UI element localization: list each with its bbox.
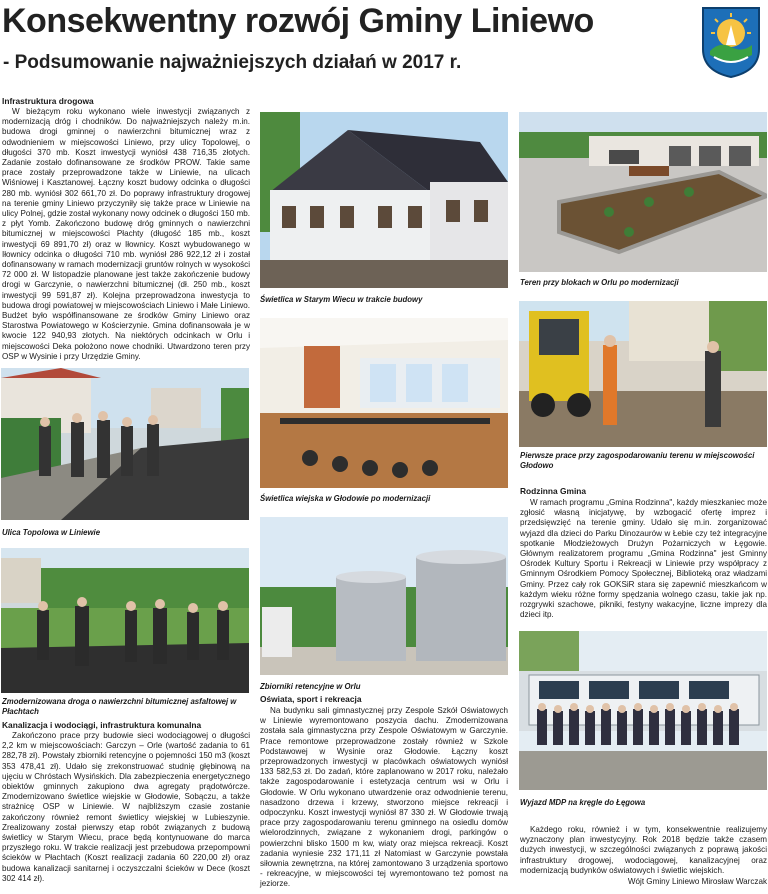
section-heading-water: Kanalizacja i wodociągi, infrastruktura komunalna	[2, 720, 202, 730]
gmina-liniewo-crest-icon	[700, 5, 762, 79]
signature: Wójt Gminy Liniewo Mirosław Warczak	[627, 877, 767, 886]
page-subtitle: - Podsumowanie najważniejszych działań w 2017 r.	[3, 52, 462, 73]
photo-glodowo-works	[519, 301, 767, 447]
closing-text-paragraph: Każdego roku, również i w tym, konsekwentnie realizujemy wyznaczony plan inwestycyjny. Rok 2018 będzie także czasem dużych inwestycji, w szczególności związanych z poprawą jakości infrastruktury drogowej, wodociągowej, kanalizacyjnej oraz modernizacją budynków oświatowych i świetlic wiejskich.	[520, 825, 767, 875]
section-heading-education: Oświata, sport i rekreacja	[260, 694, 362, 704]
section-text-family	[520, 498, 767, 620]
photo-plachty-caption: Zmodernizowana droga o nawierzchni bitumicznej asfaltowej w Płachtach	[2, 697, 237, 716]
photo-stary-wiec-community-hall	[260, 112, 508, 288]
section-text-roads-paragraph: W bieżącym roku wykonano wiele inwestycji związanych z modernizacją dróg i chodników. Do najważniejszych należy m.in. budowa drogi gminnej o nawierzchni bitumicznej wraz z odwodnieniem w miejscowości Liniewo, przy ulicy Topolowej, o długości 370 mb. Koszt inwestycji wyniósł 438 716,35 złotych. Zadanie zostało dofinansowane ze środków PROW. Takie same prace zostały przeprowadzone także w Liniewie, na ulicach Wiśniowej i Kasztanowej. Łączny koszt budowy odcinka o długości 280 mb. wyniósł 302 661,70 zł. Do poprawy infrastruktury drogowej na terenie gminy Liniewo przyczyniły się także prace w Liniewie na ulicy Polnej, gdzie został wykonany nowy odcinek o długości 150 mb. z płyt Yomb. Zakończono budowę dróg gminnych o nawierzchni bitumicznej w miejscowości Płachty (długość 185 mb., koszt inwestycji 69 891,70 zł) oraz w Iłownicy. Koszt wybudowanego w Iłownicy odcinka o długości 710 mb. wyniósł 286 922,12 zł i został dofinansowany w ramach modernizacji gruntów rolnych w wysokości 72 000 zł. W listopadzie planowane jest także zakończenie budowy drogi w Garczynie, o nawierzchni bitumicznej (dł. 250 mb., koszt inwestycji 99 591,87 zł). Kolejna przeprowadzona inwestycja to budowa drogi powiatowej w miejscowościach Liniewo i Małe Liniewo. Budżet było współfinansowane ze środków Gminy Liniewo oraz Starostwa Powiatowego w Kościerzynie. Gmina dofinansowała je w kwocie 122 940,93 złotych. Na niektórych odcinkach w Orlu i miejscowości Deka położono nowe chodniki. Utwardzono teren przy OSP w Wysinie i przy Urzędzie Gminy.	[2, 107, 250, 361]
photo-retention-tanks	[260, 517, 508, 675]
page-title: Konsekwentny rozwój Gminy Liniewo	[2, 2, 594, 40]
section-text-roads	[2, 107, 250, 362]
photo-tanks-caption: Zbiorniki retencyjne w Orlu	[260, 682, 361, 691]
section-text-education-paragraph: Na budynku sali gimnastycznej przy Zespole Szkół Oświatowych w Liniewie wyremontowano poszycia dachu. Zmodernizowana została sala gimnastyczna przy Zespole Oświatowym w Garczynie. Prace remontowe przeprowadzone zostały również w Szkole Podstawowej w Wysinie oraz Głodowie. Łączny koszt przeprowadzonych inwestycji w placówkach oświatowych wyniósł 133 582,53 zł. Do zadań, które zaplanowano w 2017 roku, należało także zagospodarowanie i estetyzacja centrum wsi w Orlu i Głodowie. W Orlu wykonano utwardzenie oraz odwodnienie terenu, nasadzono drzewa i krzewy, stworzono miejsce rekreacji i odpoczynku. Koszt inwestycji wyniósł 87 330 zł. W Głodowie trwają prace przy zagospodarowaniu terenu gminnego na osiedlu domów wielorodzinnych, związane z wykonaniem drogi, parkingów o powierzchni blisko 1500 m kw, wiaty oraz miejsca rekreacji. Koszt zadania wyniesie 232 171,11 zł Natomiast w Garczynie powstała siłownia zewnętrzna, na której zamontowano 3 urządzenia sportowo - rekreacyjne, w miejscowości tej wyremontowano też pomost na jeziorze.	[260, 706, 508, 889]
closing-text	[520, 825, 767, 876]
photo-stary-wiec-caption: Świetlica w Starym Wiecu w trakcie budowy	[260, 295, 423, 304]
section-heading-roads: Infrastruktura drogowa	[2, 96, 94, 106]
photo-orle-blocks	[519, 112, 767, 272]
section-text-family-paragraph: W ramach programu „Gmina Rodzinna", każdy mieszkaniec może zgłosić własną inicjatywę, by wzbogacić ofertę imprez i przedsięwzięć na terenie gminy. Udało się m.in. zorganizować wyjazd dla dzieci do Parku Dinozaurów w Łebie czy też integracyjne spotkanie Młodzieżowych Drużyn Pożarniczych w Łęgowie. Głównym realizatorem programu „Gmina Rodzinna" jest Gminny Ośrodek Kultury Sportu i Rekreacji w Liniewie przy współpracy z Gminnym Ośrodkiem Pomocy Społecznej, Biblioteką oraz władzami Gminy. Przez cały rok GOKSiR stara się zapewnić mieszkańcom w każdym wieku różne formy spędzania wolnego czasu, takie jak np. rozgrywki szachowe, pikniki, festyny wakacyjne, liczne imprezy dla dzieci itp.	[520, 498, 767, 620]
section-text-water	[2, 731, 250, 884]
photo-orle-caption: Teren przy blokach w Orlu po modernizacji	[520, 278, 679, 287]
photo-topolowa-caption: Ulica Topolowa w Liniewie	[2, 528, 101, 537]
section-text-education	[260, 706, 508, 890]
section-text-water-paragraph: Zakończono prace przy budowie sieci wodociągowej o długości 2,2 km w miejscowościach: Garczyn – Orle (wartość zadania to 61 282,78 zł). Powstały zbiorniki retencyjne o pojemności 150 m3 (koszt 353 478,41 zł). Udało się zrekonstruować studnię głębinową na ujęciu w Chróstach Wysińskich. Dla zabezpieczenia energetycznego obiektów gminnych zakupiono dwa agregaty prądotwórcze. Zmodernizowano świetlice wiejskie w Głodowie, Sobączu, a także strażnicę OSP w Liniewie. W najbliższym czasie zostanie zakończony również remont świetlicy wiejskiej w Lubieszynie. Zrealizowany został pierwszy etap robót związanych z budową świetlicy w Starym Wiecu, prace będą kontynuowane do marca przyszłego roku. W trakcie realizacji jest przebudowa przepompowni ścieków w Płachtach (Koszt realizacji zadania 60 220,00 zł) oraz budowa kanalizacji sanitarnej i oczyszczalni ścieków w Dece (koszt 302 414 zł).	[2, 731, 250, 883]
photo-mdp-caption: Wyjazd MDP na kręgle do Łęgowa	[520, 798, 646, 807]
photo-topolowa-street	[1, 368, 249, 520]
photo-mdp-trip	[519, 631, 767, 790]
photo-glodowo-works-caption: Pierwsze prace przy zagospodarowaniu terenu w miejscowości Głodowo	[520, 451, 755, 470]
photo-plachty-road	[1, 548, 249, 693]
section-heading-family: Rodzinna Gmina	[520, 486, 587, 496]
photo-glodowo-community-hall	[260, 318, 508, 488]
photo-glodowo-caption: Świetlica wiejska w Głodowie po modernizacji	[260, 494, 431, 503]
